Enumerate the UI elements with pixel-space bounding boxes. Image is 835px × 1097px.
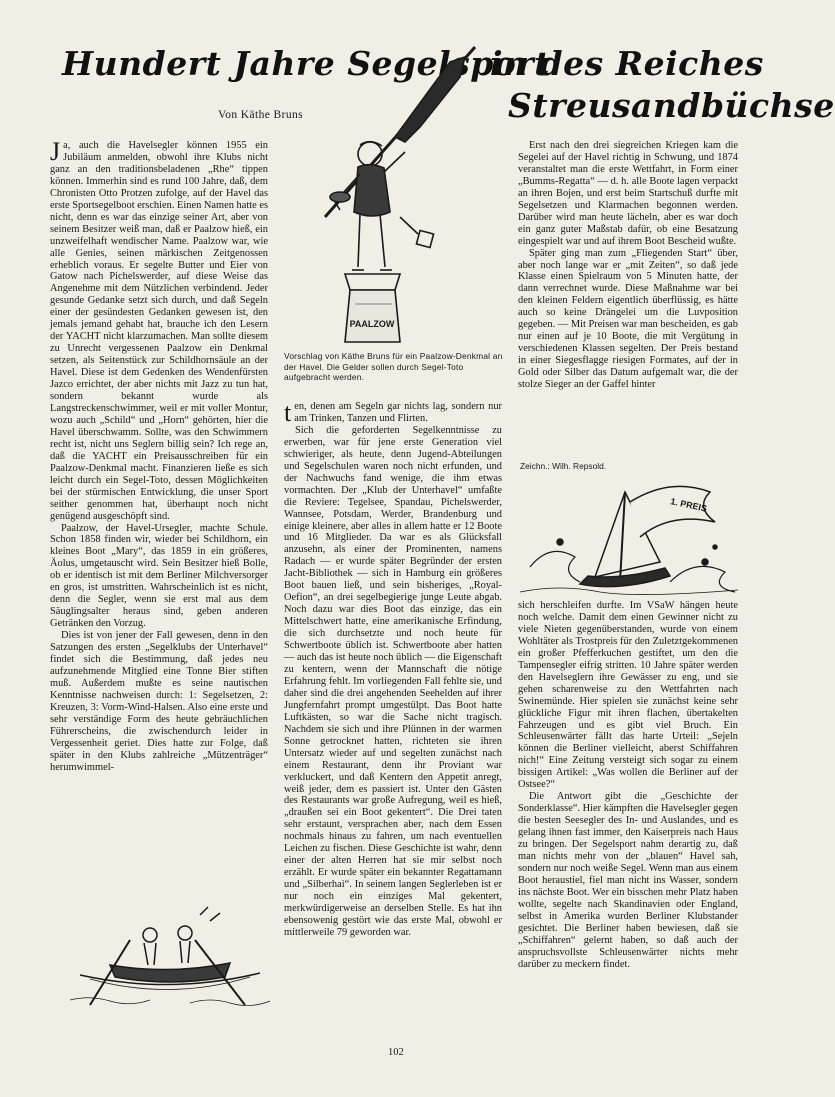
- paragraph: sich herschleifen durfte. Im VSaW hängen heute noch welche. Damit dem einen Gewinner nicht zu viele Nieten gegenüberstanden, wurde von einem Wohltäter als Trostpreis für den Zuletztgekommenen ein großer Pfefferkuchen gestiftet, um den die Tampensegler eifrig stritten. 10 Jahre später werden den Havelseglern ihre Gewässer zu eng, und sie gehen scharenweise zu den Wettfahrten nach Swinemünde. Hier spielen sie zunächst keine sehr glückliche Figur mit ihren flachen, übertakelten Fahrzeugen und es gibt viel Bruch. Ein Schleusenwärter fällt das harte Urteil: „Sejeln können die Berliner vielleicht, aberst Schiffahren nich!“ Eine Zeitung versteigt sich sogar zu einem bissigen Artikel: „Was wollen die Berliner auf der Ostsee?“: [518, 600, 738, 791]
- paragraph: Paalzow, der Havel-Ursegler, machte Schule. Schon 1858 finden wir, wieder bei Schildhorn, ein kleines Boot „Mary“, das 1859 in ein größeres, Äolus, umgetauscht wird. Sein Besitzer hieß Bolle, ob er identisch ist mit dem Berliner Milchversorger en gros, ist umstritten. Wahrscheinlich ist es nicht, denn die Segler, wenn sie erst mal aus dem Säuglingsalter heraus sind, geben anderen Getränken den Vorzug.: [50, 522, 268, 630]
- article-column-3-continued: [518, 600, 738, 971]
- prize-flag-text: 1. PREIS: [669, 496, 708, 514]
- paragraph: Die Antwort gibt die „Geschichte der Sonderklasse“. Hier kämpften die Havelsegler gegen die besten Seesegler des In- und Auslandes, und es gelang ihnen fast immer, den Kaiserpreis nach Haus zu bringen. Der Segelsport nahm derartig zu, daß man nichts mehr von der „blauen“ Havel sah, sondern nur noch weiße Segel. Wenn man aus einem Boot heraustiel, fiel man nicht ins Wasser, sondern ins nächste Boot. Wer ein bisschen mehr Platz haben wollte, segelte nach Skandinavien oder England, selbst in Amerika wurden Berliner Klubstander gesichtet. Die Berliner haben bewiesen, daß sie „Schiffahren“ gelernt haben, so daß auch der anspruchsvollste Schleusenwärter nichts mehr darüber zu meckern findet.: [518, 791, 738, 970]
- drawing-credit: Zeichn.: Wilh. Repsold.: [520, 461, 607, 471]
- paragraph: Später ging man zum „Fliegenden Start“ über, aber noch lange war er „mit Zeiten“, so daß jede Klasse einen Spielraum von 5 Minuten hatte, der dann verrechnet wurde. Diese Maßnahme war bei den kleinen Feldern eigentlich überflüssig, es hätte auch so keine Drängelei um die Luvposition gegeben. — Mit Preisen war man bescheiden, es gab nur einen auf je 10 Boote, die mit Vergütung in verschiedenen Klassen segelten. Der Preis bestand in einer Siegesflagge riesigen Formates, auf der in Gold oder Silber das Datum aufgemalt war, die der stolze Sieger an der Gaffel hinter: [518, 247, 738, 391]
- rowing-boat-illustration: [70, 905, 270, 1015]
- byline: Von Käthe Bruns: [218, 109, 304, 121]
- article-column-2: [284, 398, 502, 939]
- article-column-1: [50, 137, 268, 774]
- headline-part-3: Streusandbüchse: [508, 86, 835, 125]
- headline-part-1: Hundert Jahre Segelsport: [62, 44, 550, 83]
- article-column-3: [518, 140, 738, 391]
- plaque-text: PAALZOW: [349, 319, 395, 329]
- paragraph: Dies ist von jener der Fall gewesen, denn in den Satzungen des ersten „Segelklubs der Unterhavel“ findet sich die Bestimmung, daß jedes neu aufzunehmende Mitglied eine Tonne Bier stiften muß. Außerdem mußte es seine nautischen Kenntnisse nachweisen durch: 1: Segelsetzen, 2: Kreuzen, 3: Vorm-Wind-Halsen. Also eine erste und sehr verständige Form des heute gebräuchlichen Führerscheins, die zwischendurch leider in Vergessenheit geriet. Dies hatte zur Folge, daß später in den Klubs zahlreiche „Mützenträger“ herumwimmel-: [50, 630, 268, 773]
- headline-part-2: in des Reiches: [490, 44, 764, 83]
- paragraph: Ja, auch die Havelsegler können 1955 ein Jubiläum anmelden, obwohl ihre Klubs nicht ganz an den traditionsbeladenen „Rhe“ tippen können. Immerhin sind es rund 100 Jahre, daß, dem Chronisten Otto Protzen zufolge, auf der Havel das erste Sportsegelboot erschien. Einen Namen hatte es nicht, denn es war das einzige seiner Art, aber von seinem Besitzer weiß man, daß er Paalzow hieß, ein unzweifelhaft wendischer Name. Paalzow war, wie alle Genies, seinen märkischen Zeitgenossen erheblich voraus. Er segelte Butter und Eier von Gatow nach Pichelswerder, auf diese Weise das Angenehme mit dem Nützlichen verbindend. Jeder gesunde Gedanke setzt sich durch, und daß Segeln einer der gesündesten Gedanken gewesen ist, den jemals jemand gehabt hat, brauche ich den Lesern der YACHT nicht klarzumachen. Man sollte diesem zu Unrecht vergessenen Paalzow ein Denkmal setzen, als Seitenstück zur Schildhornsäule an der Havel. Diese ist dem Gedenken des Wendenfürsten Jazco errichtet, der aber nichts mit Jazz zu tun hat, sondern bekannt wurde als Langstreckenschwimmer, weil er mit voller Montur, wozu auch „Schild“ und „Horn“ gehörten, hier die Havel überschwamm. Sollte, was den Schwimmern recht ist, nicht uns Seglern billig sein? Ich rege an, daß die YACHT ein Preisausschreiben für ein Paalzow-Denkmal macht. Finanzieren ließe es sich leicht durch ein Segel-Toto, dessen Möglichkeiten bei der stürmischen Entwicklung, die unser Sport seither genommen hat, überhaupt noch nicht genügend ausgeschöpft sind.: [50, 137, 268, 522]
- paragraph: Sich die geforderten Segelkenntnisse zu erwerben, war für jene erste Generation viel schwieriger, als heute, denn Jugend-Abteilungen und Segelschulen waren noch nicht erfunden, und der Nachwuchs fand wenige, die ihm etwas vormachten. Der „Klub der Unterhavel“ umfaßte die Reviere: Tegelsee, Spandau, Pichelswerder, Wannsee, Potsdam, Werder, Brandenburg und einige kleinere, aber alles in allem hatte er 12 Boote und 16 Mitglieder. Da war es als Glücksfall anzusehn, als einer der Prominenten, namens Radach — er wurde später Begründer der ersten Jacht-Bibliothek — sich in Hamburg ein größeres Boot bauen ließ, und sein bisheriges, „Royal-Oefion“, an drei segelbegierige junge Leute abgab. Noch dazu war dies Boot das einzige, das ein Mittelschwert hatte, eine amerikanische Erfindung, die sich durchsetzte und noch heute für Schwertboote üblich ist. Schwertboote aber hatten — auch das ist heute noch üblich — die Eigenschaft zu kentern, wenn der Mannschaft die nötige Erfahrung fehlt. Im vorliegenden Fall fehlte sie, und daher sind die drei angehenden Seehelden auf ihrer Jungfernfahrt prompt umgestülpt. Das Boot hatte Luftkästen, so war die Sache nicht tragisch. Nachdem sie sich und ihre Plünnen in der warmen Sonne getrocknet hatten, richteten sie ihren Untersatz wieder auf und segelten zunächst nach einem Restaurant, denn ihr Proviant war verkluckert, und daß Kentern den Appetit anregt, weiß jeder, dem es passiert ist. Unter den Gästen des Restaurants war große Aufregung, weil es hieß, „draußen sei ein Boot gekentert“. Die Drei taten sehr erstaunt, versprachen aber, nach dem Essen nochmals hinaus zu fahren, um nach eventuellen Leichen zu fischen. Diese Geschichte ist wahr, denn einer der alten Herren hat sie mir selbst noch erzählt. Er wurde später ein bekannter Regattamann und „Silberhai“. In seinem langen Seglerleben ist er nur noch ein einziges Mal gekentert, merkwürdigerweise an derselben Stelle. Es hat ihn ebensowenig gestört wie das erste Mal, obwohl er mittlerweile 79 geworden war.: [284, 424, 502, 938]
- illustration-caption: Vorschlag von Käthe Bruns für ein Paalzow-Denkmal an der Havel. Die Gelder sollen durch Segel-Toto aufgebracht werden.: [284, 351, 503, 383]
- page-number: 102: [388, 1047, 404, 1058]
- paragraph: Erst nach den drei siegreichen Kriegen kam die Segelei auf der Havel richtig in Schwung, und 1874 veranstaltet man die erste Wettfahrt, in Form einer „Bumms-Regatta“ — d. h. alle Boote lagen verpackt an ihren Bojen, und erst beim Startschuß durfte mit Segelsetzen und Klarmachen begonnen werden. Darüber wird man heute lächeln, aber es war doch ein ganz guter Maßstab dafür, ob eine Besatzung eingespielt war und auf ihrem Boot Bescheid wußte.: [518, 140, 738, 247]
- sailboat-prize-illustration: [520, 472, 738, 597]
- paragraph: ten, denen am Segeln gar nichts lag, sondern nur am Trinken, Tanzen und Flirten.: [284, 398, 502, 427]
- paalzow-statue-illustration: [300, 42, 490, 347]
